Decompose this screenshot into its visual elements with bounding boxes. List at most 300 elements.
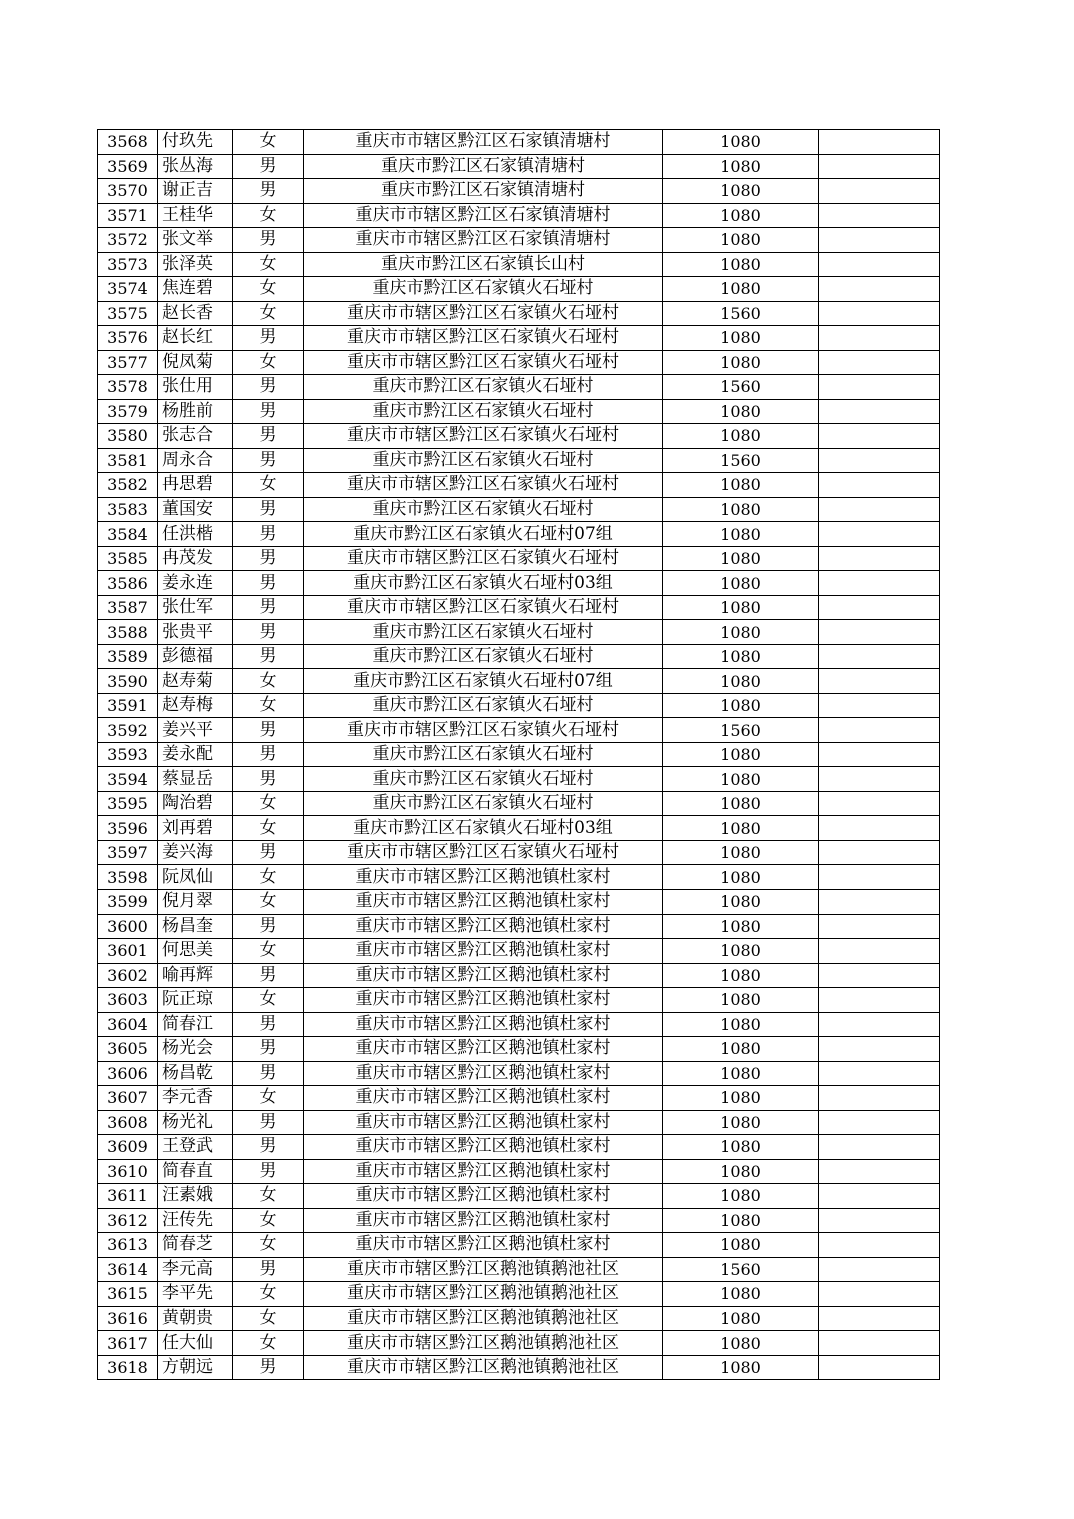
table-row [98, 277, 940, 302]
note-cell [819, 424, 940, 449]
row-id-cell: 3590 [98, 669, 158, 694]
roster-table-body [98, 130, 940, 1380]
row-id-cell: 3568 [98, 130, 158, 155]
name-cell: 蔡显岳 [158, 767, 233, 792]
note-cell [819, 1306, 940, 1331]
address-cell: 重庆市黔江区石家镇清塘村 [304, 154, 663, 179]
address-cell: 重庆市市辖区黔江区石家镇清塘村 [304, 203, 663, 228]
table-row [98, 228, 940, 253]
amount-cell: 1080 [663, 644, 819, 669]
note-cell [819, 375, 940, 400]
sex-cell: 女 [233, 1184, 304, 1209]
sex-cell: 女 [233, 889, 304, 914]
note-cell [819, 1037, 940, 1062]
sex-cell: 男 [233, 448, 304, 473]
note-cell [819, 546, 940, 571]
name-cell: 张泽英 [158, 252, 233, 277]
amount-cell: 1080 [663, 546, 819, 571]
sex-cell: 女 [233, 473, 304, 498]
table-row [98, 816, 940, 841]
note-cell [819, 1135, 940, 1160]
name-cell: 王登武 [158, 1135, 233, 1160]
row-id-cell: 3599 [98, 889, 158, 914]
sex-cell: 女 [233, 1086, 304, 1111]
name-cell: 赵寿梅 [158, 693, 233, 718]
table-row [98, 914, 940, 939]
table-row [98, 1037, 940, 1062]
row-id-cell: 3609 [98, 1135, 158, 1160]
amount-cell: 1080 [663, 399, 819, 424]
note-cell [819, 620, 940, 645]
sex-cell: 女 [233, 1282, 304, 1307]
address-cell: 重庆市黔江区石家镇火石垭村 [304, 693, 663, 718]
address-cell: 重庆市市辖区黔江区鹅池镇杜家村 [304, 988, 663, 1013]
note-cell [819, 1110, 940, 1135]
address-cell: 重庆市黔江区石家镇火石垭村 [304, 497, 663, 522]
row-id-cell: 3585 [98, 546, 158, 571]
address-cell: 重庆市市辖区黔江区鹅池镇鹅池社区 [304, 1282, 663, 1307]
sex-cell: 女 [233, 277, 304, 302]
row-id-cell: 3614 [98, 1257, 158, 1282]
table-row [98, 473, 940, 498]
amount-cell: 1080 [663, 669, 819, 694]
amount-cell: 1080 [663, 1086, 819, 1111]
name-cell: 姜永连 [158, 571, 233, 596]
row-id-cell: 3586 [98, 571, 158, 596]
sex-cell: 男 [233, 179, 304, 204]
note-cell [819, 497, 940, 522]
table-row [98, 546, 940, 571]
row-id-cell: 3598 [98, 865, 158, 890]
address-cell: 重庆市市辖区黔江区鹅池镇杜家村 [304, 1233, 663, 1258]
sex-cell: 女 [233, 816, 304, 841]
sex-cell: 男 [233, 718, 304, 743]
row-id-cell: 3582 [98, 473, 158, 498]
row-id-cell: 3600 [98, 914, 158, 939]
sex-cell: 女 [233, 939, 304, 964]
table-row [98, 1233, 940, 1258]
note-cell [819, 718, 940, 743]
sex-cell: 男 [233, 326, 304, 351]
row-id-cell: 3596 [98, 816, 158, 841]
name-cell: 王桂华 [158, 203, 233, 228]
sex-cell: 男 [233, 1012, 304, 1037]
address-cell: 重庆市黔江区石家镇火石垭村07组 [304, 522, 663, 547]
table-row [98, 1184, 940, 1209]
row-id-cell: 3575 [98, 301, 158, 326]
table-row [98, 718, 940, 743]
table-row [98, 1135, 940, 1160]
amount-cell: 1560 [663, 301, 819, 326]
address-cell: 重庆市市辖区黔江区鹅池镇杜家村 [304, 963, 663, 988]
note-cell [819, 228, 940, 253]
amount-cell: 1080 [663, 130, 819, 155]
table-row [98, 424, 940, 449]
table-row [98, 865, 940, 890]
amount-cell: 1080 [663, 277, 819, 302]
name-cell: 姜永配 [158, 742, 233, 767]
row-id-cell: 3583 [98, 497, 158, 522]
note-cell [819, 1282, 940, 1307]
amount-cell: 1080 [663, 252, 819, 277]
address-cell: 重庆市市辖区黔江区鹅池镇鹅池社区 [304, 1331, 663, 1356]
amount-cell: 1080 [663, 840, 819, 865]
sex-cell: 男 [233, 399, 304, 424]
amount-cell: 1080 [663, 693, 819, 718]
name-cell: 姜兴海 [158, 840, 233, 865]
note-cell [819, 1184, 940, 1209]
table-row [98, 252, 940, 277]
address-cell: 重庆市市辖区黔江区石家镇火石垭村 [304, 301, 663, 326]
note-cell [819, 154, 940, 179]
row-id-cell: 3572 [98, 228, 158, 253]
row-id-cell: 3607 [98, 1086, 158, 1111]
amount-cell: 1080 [663, 1135, 819, 1160]
address-cell: 重庆市市辖区黔江区鹅池镇杜家村 [304, 1037, 663, 1062]
amount-cell: 1080 [663, 473, 819, 498]
sex-cell: 男 [233, 767, 304, 792]
note-cell [819, 816, 940, 841]
sex-cell: 女 [233, 1233, 304, 1258]
row-id-cell: 3571 [98, 203, 158, 228]
name-cell: 谢正吉 [158, 179, 233, 204]
sex-cell: 女 [233, 1331, 304, 1356]
note-cell [819, 252, 940, 277]
sex-cell: 男 [233, 1061, 304, 1086]
amount-cell: 1080 [663, 1110, 819, 1135]
table-row [98, 179, 940, 204]
address-cell: 重庆市市辖区黔江区鹅池镇杜家村 [304, 1135, 663, 1160]
table-row [98, 620, 940, 645]
sex-cell: 男 [233, 1257, 304, 1282]
address-cell: 重庆市市辖区黔江区鹅池镇杜家村 [304, 914, 663, 939]
sex-cell: 女 [233, 1208, 304, 1233]
note-cell [819, 1159, 940, 1184]
table-row [98, 399, 940, 424]
table-row [98, 742, 940, 767]
note-cell [819, 571, 940, 596]
table-row [98, 1110, 940, 1135]
name-cell: 简春芝 [158, 1233, 233, 1258]
amount-cell: 1080 [663, 424, 819, 449]
row-id-cell: 3588 [98, 620, 158, 645]
name-cell: 付玖先 [158, 130, 233, 155]
row-id-cell: 3610 [98, 1159, 158, 1184]
table-row [98, 1086, 940, 1111]
address-cell: 重庆市市辖区黔江区石家镇火石垭村 [304, 350, 663, 375]
table-row [98, 1159, 940, 1184]
amount-cell: 1080 [663, 228, 819, 253]
row-id-cell: 3601 [98, 939, 158, 964]
note-cell [819, 865, 940, 890]
sex-cell: 男 [233, 154, 304, 179]
address-cell: 重庆市黔江区石家镇火石垭村 [304, 399, 663, 424]
row-id-cell: 3569 [98, 154, 158, 179]
sex-cell: 男 [233, 375, 304, 400]
amount-cell: 1080 [663, 595, 819, 620]
row-id-cell: 3605 [98, 1037, 158, 1062]
row-id-cell: 3612 [98, 1208, 158, 1233]
sex-cell: 男 [233, 1037, 304, 1062]
amount-cell: 1080 [663, 963, 819, 988]
amount-cell: 1080 [663, 742, 819, 767]
sex-cell: 男 [233, 963, 304, 988]
name-cell: 张仕军 [158, 595, 233, 620]
amount-cell: 1080 [663, 497, 819, 522]
roster-table [97, 129, 940, 1380]
name-cell: 赵长香 [158, 301, 233, 326]
amount-cell: 1080 [663, 1208, 819, 1233]
row-id-cell: 3616 [98, 1306, 158, 1331]
name-cell: 姜兴平 [158, 718, 233, 743]
note-cell [819, 1061, 940, 1086]
table-row [98, 693, 940, 718]
note-cell [819, 889, 940, 914]
amount-cell: 1080 [663, 1012, 819, 1037]
address-cell: 重庆市市辖区黔江区鹅池镇鹅池社区 [304, 1306, 663, 1331]
row-id-cell: 3581 [98, 448, 158, 473]
table-row [98, 1257, 940, 1282]
table-row [98, 1331, 940, 1356]
address-cell: 重庆市市辖区黔江区石家镇火石垭村 [304, 595, 663, 620]
note-cell [819, 1086, 940, 1111]
sex-cell: 男 [233, 644, 304, 669]
sex-cell: 女 [233, 203, 304, 228]
address-cell: 重庆市黔江区石家镇火石垭村 [304, 620, 663, 645]
address-cell: 重庆市市辖区黔江区石家镇火石垭村 [304, 473, 663, 498]
row-id-cell: 3593 [98, 742, 158, 767]
sex-cell: 女 [233, 988, 304, 1013]
row-id-cell: 3591 [98, 693, 158, 718]
name-cell: 陶治碧 [158, 791, 233, 816]
note-cell [819, 1208, 940, 1233]
name-cell: 赵寿菊 [158, 669, 233, 694]
name-cell: 冉茂发 [158, 546, 233, 571]
amount-cell: 1080 [663, 326, 819, 351]
note-cell [819, 914, 940, 939]
name-cell: 何思美 [158, 939, 233, 964]
sex-cell: 男 [233, 522, 304, 547]
name-cell: 简春直 [158, 1159, 233, 1184]
row-id-cell: 3606 [98, 1061, 158, 1086]
row-id-cell: 3584 [98, 522, 158, 547]
address-cell: 重庆市市辖区黔江区鹅池镇鹅池社区 [304, 1355, 663, 1380]
row-id-cell: 3578 [98, 375, 158, 400]
address-cell: 重庆市市辖区黔江区鹅池镇杜家村 [304, 1061, 663, 1086]
amount-cell: 1080 [663, 791, 819, 816]
address-cell: 重庆市市辖区黔江区鹅池镇杜家村 [304, 889, 663, 914]
amount-cell: 1080 [663, 1306, 819, 1331]
sex-cell: 女 [233, 669, 304, 694]
row-id-cell: 3573 [98, 252, 158, 277]
sex-cell: 男 [233, 914, 304, 939]
name-cell: 张志合 [158, 424, 233, 449]
table-row [98, 939, 940, 964]
sex-cell: 男 [233, 424, 304, 449]
note-cell [819, 473, 940, 498]
note-cell [819, 1355, 940, 1380]
sex-cell: 女 [233, 1306, 304, 1331]
amount-cell: 1560 [663, 375, 819, 400]
note-cell [819, 179, 940, 204]
address-cell: 重庆市黔江区石家镇长山村 [304, 252, 663, 277]
table-row [98, 1061, 940, 1086]
name-cell: 张文举 [158, 228, 233, 253]
name-cell: 喻再辉 [158, 963, 233, 988]
row-id-cell: 3587 [98, 595, 158, 620]
address-cell: 重庆市黔江区石家镇清塘村 [304, 179, 663, 204]
sex-cell: 男 [233, 620, 304, 645]
address-cell: 重庆市市辖区黔江区鹅池镇鹅池社区 [304, 1257, 663, 1282]
name-cell: 倪月翠 [158, 889, 233, 914]
table-row [98, 1282, 940, 1307]
name-cell: 杨光会 [158, 1037, 233, 1062]
table-row [98, 1208, 940, 1233]
amount-cell: 1080 [663, 1037, 819, 1062]
address-cell: 重庆市黔江区石家镇火石垭村 [304, 644, 663, 669]
note-cell [819, 448, 940, 473]
row-id-cell: 3602 [98, 963, 158, 988]
amount-cell: 1080 [663, 1184, 819, 1209]
amount-cell: 1080 [663, 571, 819, 596]
note-cell [819, 791, 940, 816]
row-id-cell: 3613 [98, 1233, 158, 1258]
note-cell [819, 939, 940, 964]
note-cell [819, 767, 940, 792]
table-row [98, 1012, 940, 1037]
address-cell: 重庆市黔江区石家镇火石垭村03组 [304, 816, 663, 841]
address-cell: 重庆市黔江区石家镇火石垭村 [304, 767, 663, 792]
row-id-cell: 3592 [98, 718, 158, 743]
table-row [98, 963, 940, 988]
sex-cell: 男 [233, 1159, 304, 1184]
sex-cell: 男 [233, 840, 304, 865]
name-cell: 彭德福 [158, 644, 233, 669]
table-row [98, 988, 940, 1013]
name-cell: 李元香 [158, 1086, 233, 1111]
name-cell: 任洪楷 [158, 522, 233, 547]
row-id-cell: 3597 [98, 840, 158, 865]
table-row [98, 203, 940, 228]
address-cell: 重庆市市辖区黔江区鹅池镇杜家村 [304, 1208, 663, 1233]
note-cell [819, 301, 940, 326]
amount-cell: 1080 [663, 179, 819, 204]
address-cell: 重庆市市辖区黔江区鹅池镇杜家村 [304, 865, 663, 890]
amount-cell: 1080 [663, 522, 819, 547]
amount-cell: 1080 [663, 988, 819, 1013]
amount-cell: 1080 [663, 620, 819, 645]
note-cell [819, 1257, 940, 1282]
name-cell: 周永合 [158, 448, 233, 473]
note-cell [819, 1233, 940, 1258]
address-cell: 重庆市市辖区黔江区石家镇火石垭村 [304, 546, 663, 571]
amount-cell: 1080 [663, 816, 819, 841]
row-id-cell: 3611 [98, 1184, 158, 1209]
name-cell: 杨昌奎 [158, 914, 233, 939]
table-row [98, 130, 940, 155]
address-cell: 重庆市市辖区黔江区石家镇清塘村 [304, 130, 663, 155]
amount-cell: 1080 [663, 1355, 819, 1380]
amount-cell: 1080 [663, 1061, 819, 1086]
name-cell: 冉思碧 [158, 473, 233, 498]
row-id-cell: 3618 [98, 1355, 158, 1380]
address-cell: 重庆市市辖区黔江区鹅池镇杜家村 [304, 1012, 663, 1037]
table-row [98, 350, 940, 375]
sex-cell: 男 [233, 595, 304, 620]
note-cell [819, 693, 940, 718]
table-row [98, 1355, 940, 1380]
table-row [98, 669, 940, 694]
row-id-cell: 3608 [98, 1110, 158, 1135]
name-cell: 阮正琼 [158, 988, 233, 1013]
address-cell: 重庆市黔江区石家镇火石垭村 [304, 277, 663, 302]
sex-cell: 女 [233, 791, 304, 816]
amount-cell: 1080 [663, 1233, 819, 1258]
sex-cell: 女 [233, 301, 304, 326]
name-cell: 董国安 [158, 497, 233, 522]
row-id-cell: 3617 [98, 1331, 158, 1356]
table-row [98, 889, 940, 914]
table-row [98, 154, 940, 179]
name-cell: 任大仙 [158, 1331, 233, 1356]
amount-cell: 1560 [663, 718, 819, 743]
address-cell: 重庆市黔江区石家镇火石垭村07组 [304, 669, 663, 694]
sex-cell: 女 [233, 130, 304, 155]
amount-cell: 1080 [663, 914, 819, 939]
sex-cell: 男 [233, 1110, 304, 1135]
amount-cell: 1560 [663, 1257, 819, 1282]
sex-cell: 女 [233, 350, 304, 375]
sex-cell: 女 [233, 865, 304, 890]
note-cell [819, 595, 940, 620]
name-cell: 汪素娥 [158, 1184, 233, 1209]
name-cell: 汪传先 [158, 1208, 233, 1233]
sex-cell: 女 [233, 252, 304, 277]
amount-cell: 1080 [663, 203, 819, 228]
name-cell: 黄朝贵 [158, 1306, 233, 1331]
address-cell: 重庆市市辖区黔江区石家镇火石垭村 [304, 326, 663, 351]
address-cell: 重庆市黔江区石家镇火石垭村 [304, 448, 663, 473]
name-cell: 阮凤仙 [158, 865, 233, 890]
table-row [98, 522, 940, 547]
table-row [98, 791, 940, 816]
name-cell: 赵长红 [158, 326, 233, 351]
name-cell: 简春江 [158, 1012, 233, 1037]
table-row [98, 326, 940, 351]
address-cell: 重庆市市辖区黔江区石家镇火石垭村 [304, 840, 663, 865]
note-cell [819, 963, 940, 988]
name-cell: 刘再碧 [158, 816, 233, 841]
address-cell: 重庆市黔江区石家镇火石垭村03组 [304, 571, 663, 596]
table-row [98, 571, 940, 596]
note-cell [819, 1012, 940, 1037]
row-id-cell: 3604 [98, 1012, 158, 1037]
row-id-cell: 3574 [98, 277, 158, 302]
table-row [98, 448, 940, 473]
note-cell [819, 644, 940, 669]
sex-cell: 男 [233, 1135, 304, 1160]
sex-cell: 男 [233, 1355, 304, 1380]
address-cell: 重庆市黔江区石家镇火石垭村 [304, 742, 663, 767]
amount-cell: 1080 [663, 1331, 819, 1356]
table-row [98, 1306, 940, 1331]
name-cell: 张仕用 [158, 375, 233, 400]
row-id-cell: 3615 [98, 1282, 158, 1307]
table-row [98, 497, 940, 522]
row-id-cell: 3579 [98, 399, 158, 424]
row-id-cell: 3576 [98, 326, 158, 351]
table-row [98, 840, 940, 865]
